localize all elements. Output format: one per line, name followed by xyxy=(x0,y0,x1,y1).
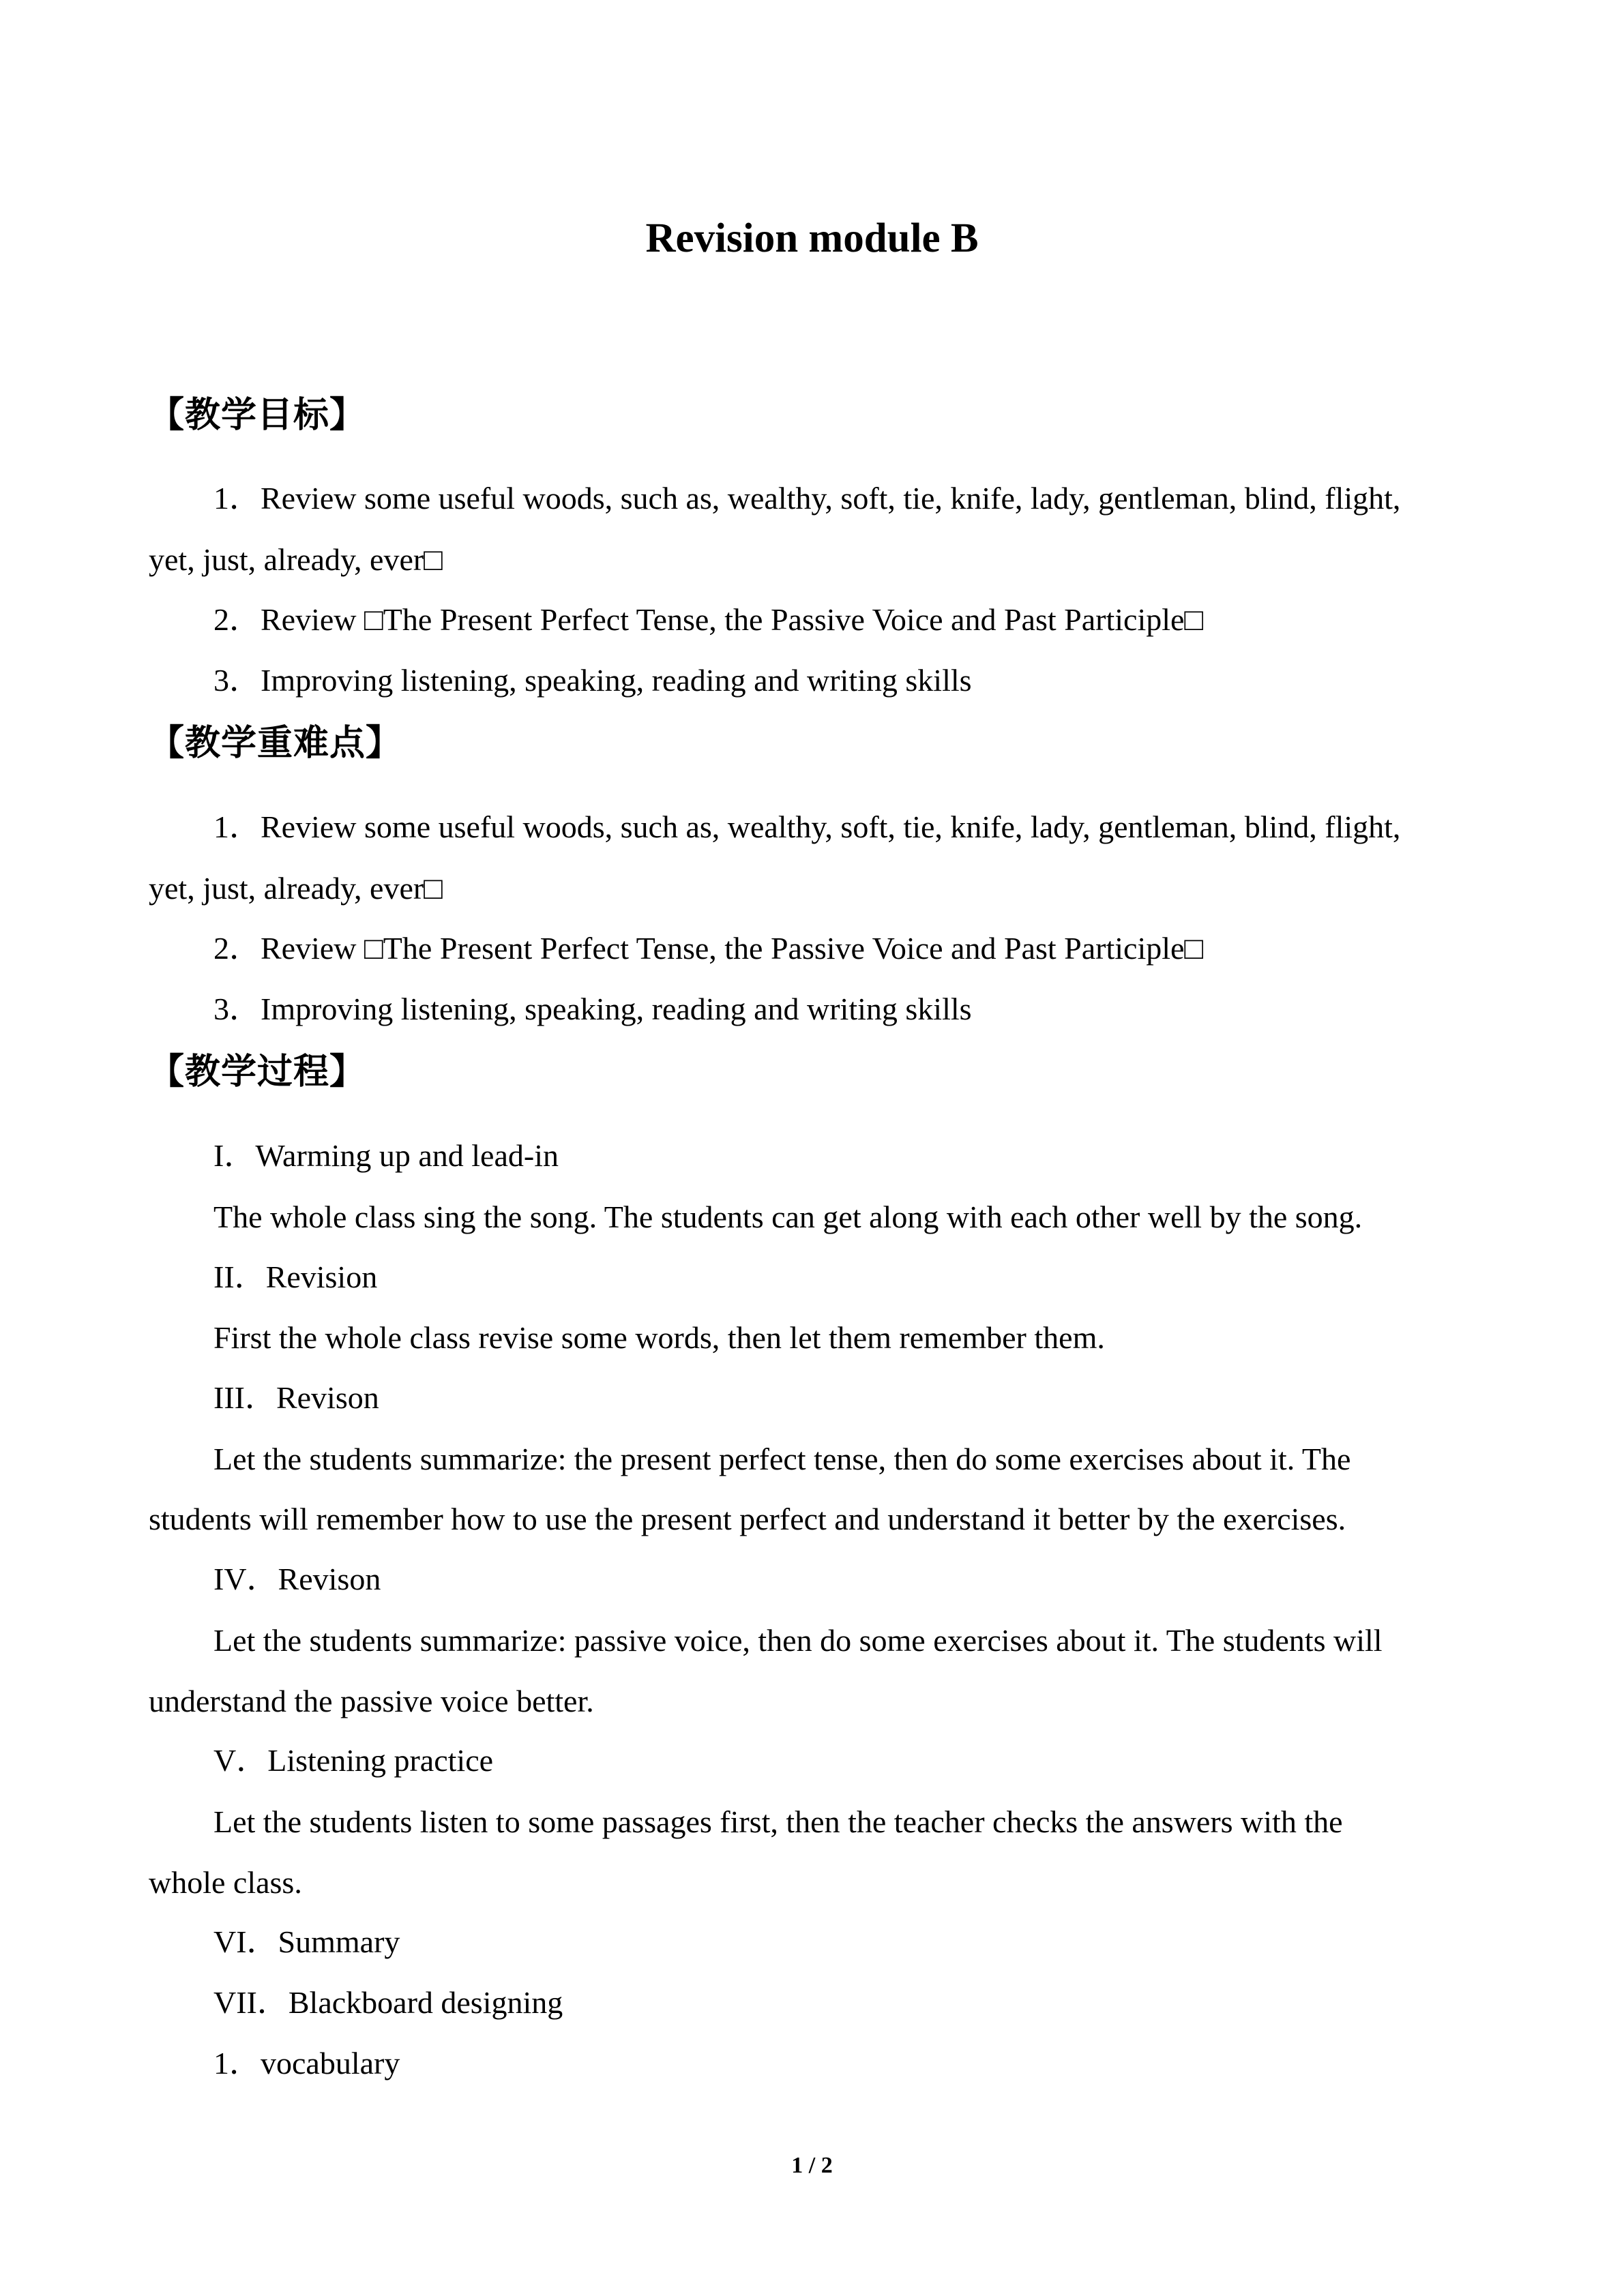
process-step-4-text-line-2: understand the passive voice better. xyxy=(149,1684,594,1718)
section-heading-key-points: 【教学重难点】 xyxy=(149,723,402,764)
objective-item-3: 3．Improving listening, speaking, reading and writing skills xyxy=(213,663,972,698)
section-heading-process: 【教学过程】 xyxy=(149,1052,366,1092)
key-point-item-3: 3．Improving listening, speaking, reading and writing skills xyxy=(213,992,972,1026)
objective-item-2: 2．Review □The Present Perfect Tense, the Passive Voice and Past Participle□ xyxy=(213,602,1204,637)
key-point-item-1-line-2: yet, just, already, ever□ xyxy=(149,871,443,906)
key-point-item-1-line-1: 1．Review some useful woods, such as, wealthy, soft, tie, knife, lady, gentleman, blind, flight, xyxy=(213,809,1401,844)
process-step-1-title: I．Warming up and lead-in xyxy=(213,1138,559,1173)
process-step-5-text-line-1: Let the students listen to some passages first, then the teacher checks the answers with the xyxy=(213,1804,1343,1839)
page-number: 1 / 2 xyxy=(791,2153,833,2178)
process-step-4-text-line-1: Let the students summarize: passive voice, then do some exercises about it. The students will xyxy=(213,1623,1383,1658)
process-step-7-item-1: 1．vocabulary xyxy=(213,2046,400,2081)
process-step-3-text-line-2: students will remember how to use the present perfect and understand it better by the exercises. xyxy=(149,1502,1346,1536)
objective-item-1-line-1: 1．Review some useful woods, such as, wealthy, soft, tie, knife, lady, gentleman, blind, flight, xyxy=(213,481,1401,516)
process-step-5-text-line-2: whole class. xyxy=(149,1865,302,1900)
objective-item-1-line-2: yet, just, already, ever□ xyxy=(149,542,443,577)
process-step-7-title: VII．Blackboard designing xyxy=(213,1985,563,2020)
process-step-2-title: II．Revision xyxy=(213,1259,378,1294)
process-step-3-title: III．Revison xyxy=(213,1380,379,1415)
process-step-2-text: First the whole class revise some words, then let them remember them. xyxy=(213,1320,1105,1355)
page-title: Revision module B xyxy=(645,215,979,261)
process-step-1-text: The whole class sing the song. The students can get along with each other well by the song. xyxy=(213,1199,1363,1234)
process-step-3-text-line-1: Let the students summarize: the present perfect tense, then do some exercises about it. The xyxy=(213,1442,1351,1476)
key-point-item-2: 2．Review □The Present Perfect Tense, the Passive Voice and Past Participle□ xyxy=(213,931,1204,966)
process-step-6-title: VI．Summary xyxy=(213,1924,400,1959)
process-step-5-title: V．Listening practice xyxy=(213,1743,494,1778)
section-heading-objectives: 【教学目标】 xyxy=(149,395,366,436)
process-step-4-title: IV．Revison xyxy=(213,1562,381,1596)
